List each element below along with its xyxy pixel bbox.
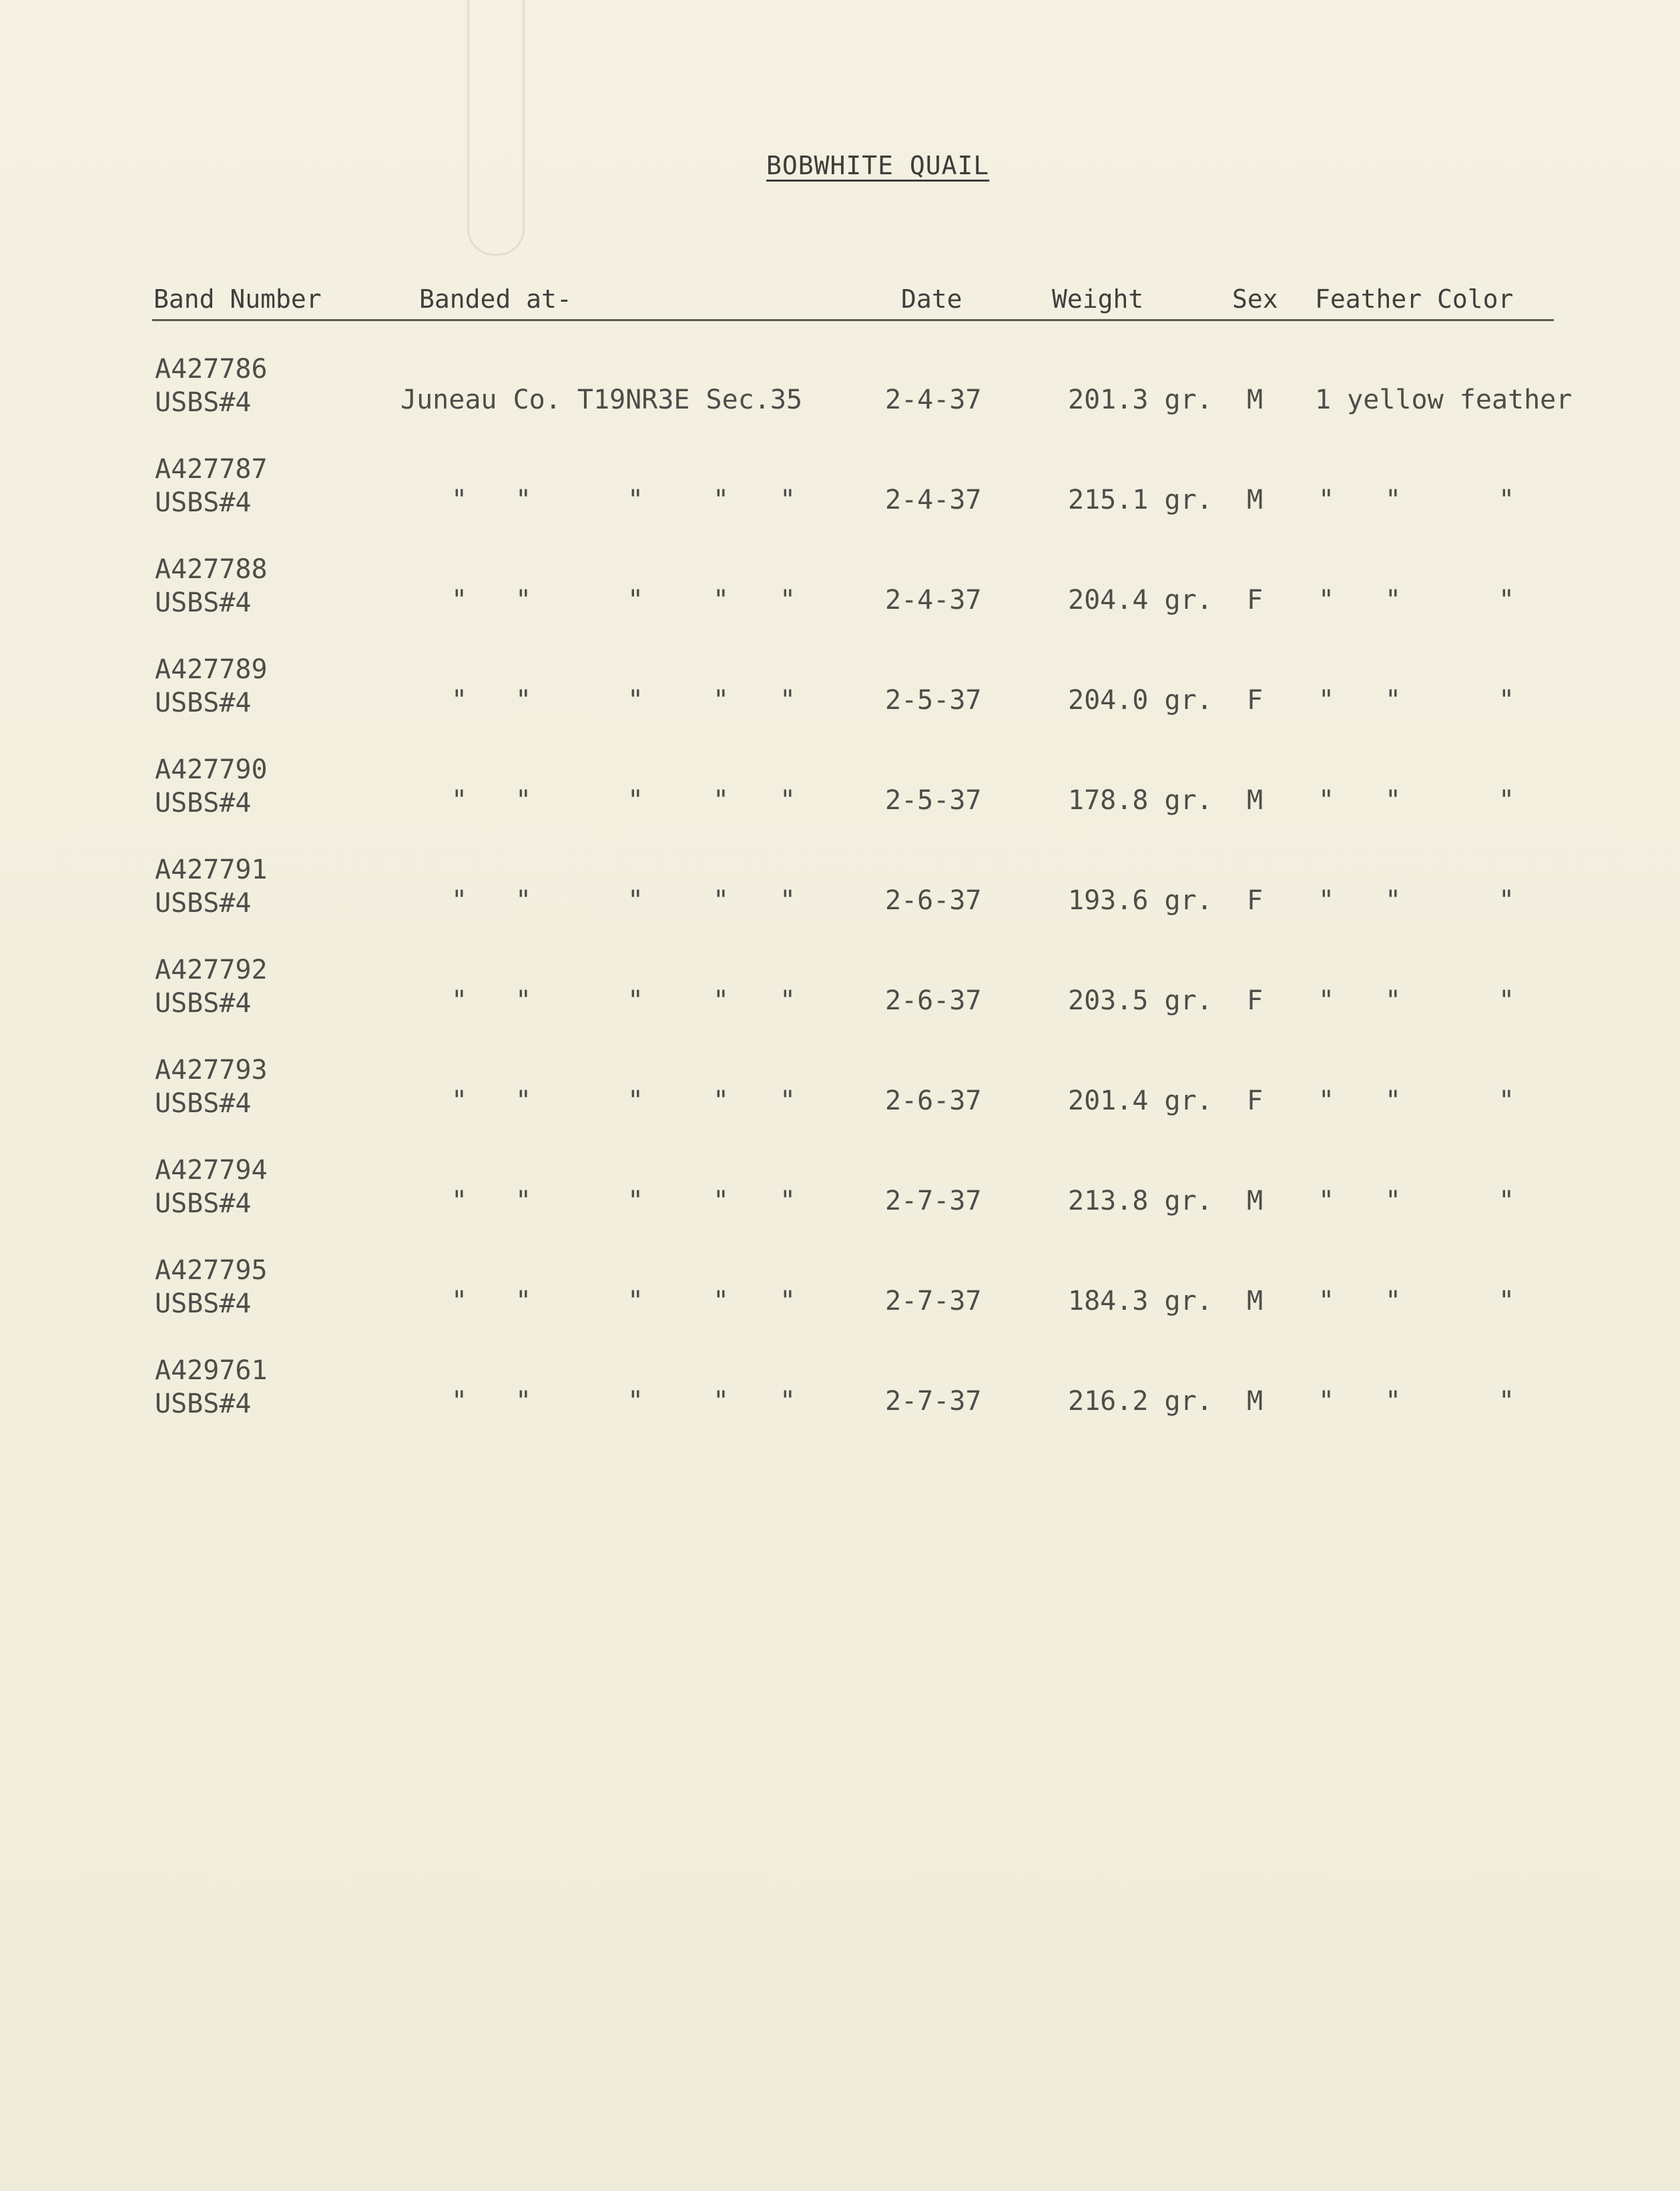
header-banded-at: Banded at- [419,284,572,314]
weight-value: 213.8 gr. [1068,1186,1213,1216]
band-number: A427786 [155,354,268,385]
sex-value: M [1247,785,1264,816]
sex-value: F [1247,985,1264,1016]
band-number: A427793 [155,1055,268,1085]
sex-value: F [1247,585,1264,616]
weight-value: 201.4 gr. [1068,1085,1213,1116]
band-number: A427791 [155,855,268,885]
feather-color-value: 1 yellow feather [1315,385,1573,415]
band-date: 2-7-37 [885,1386,982,1417]
usbs-number: USBS#4 [155,1088,252,1119]
usbs-number: USBS#4 [155,587,252,618]
header-feather-color: Feather Color [1315,284,1514,314]
usbs-number: USBS#4 [155,888,252,919]
header-sex: Sex [1232,284,1278,314]
weight-value: 204.0 gr. [1068,685,1213,716]
band-date: 2-5-37 [885,685,982,716]
table-row: A427793 USBS#4 " " " " " 2-6-37 201.4 gr. F " " " [155,1055,1515,1119]
band-number: A427792 [155,955,268,985]
band-number: A427794 [155,1155,268,1186]
usbs-number: USBS#4 [155,487,252,518]
header-rule [152,319,1554,321]
weight-value: 204.4 gr. [1068,585,1213,616]
sex-value: M [1247,385,1264,415]
band-date: 2-4-37 [885,585,982,616]
table-row: A427790 USBS#4 " " " " " 2-5-37 178.8 gr. M " " " [155,754,1515,818]
band-date: 2-7-37 [885,1186,982,1216]
usbs-number: USBS#4 [155,387,252,418]
usbs-number: USBS#4 [155,688,252,718]
page-title: BOBWHITE QUAIL [766,151,990,180]
band-number: A427790 [155,754,268,785]
table-row: A427791 USBS#4 " " " " " 2-6-37 193.6 gr. F " " " [155,855,1515,919]
table-row: A427792 USBS#4 " " " " " 2-6-37 203.5 gr. F " " " [155,955,1515,1019]
band-date: 2-7-37 [885,1286,982,1316]
sex-value: M [1247,1186,1264,1216]
band-date: 2-5-37 [885,785,982,816]
band-number: A427795 [155,1255,268,1286]
table-row: A427787 USBS#4 " " " " " 2-4-37 215.1 gr. M " " " [155,454,1515,518]
sex-value: M [1247,485,1264,515]
weight-value: 215.1 gr. [1068,485,1213,515]
band-number: A427787 [155,454,268,485]
header-date: Date [901,284,962,314]
usbs-number: USBS#4 [155,1188,252,1219]
sex-value: F [1247,1085,1264,1116]
sex-value: M [1247,1286,1264,1316]
table-row [0,354,1680,454]
weight-value: 178.8 gr. [1068,785,1213,816]
table-row: A427795 USBS#4 " " " " " 2-7-37 184.3 gr. M " " " [155,1255,1515,1319]
band-number: A427789 [155,654,268,685]
weight-value: 193.6 gr. [1068,885,1213,916]
usbs-number: USBS#4 [155,988,252,1019]
weight-value: 203.5 gr. [1068,985,1213,1016]
weight-value: 184.3 gr. [1068,1286,1213,1316]
table-row: A429761 USBS#4 " " " " " 2-7-37 216.2 gr. M " " " [155,1355,1515,1419]
paper-tab-mark [467,0,525,256]
sex-value: M [1247,1386,1264,1417]
banded-at-location: Juneau Co. T19NR3E Sec.35 [400,385,803,415]
band-date: 2-4-37 [885,385,982,415]
usbs-number: USBS#4 [155,788,252,818]
header-weight: Weight [1052,284,1144,314]
band-date: 2-6-37 [885,885,982,916]
usbs-number: USBS#4 [155,1288,252,1319]
usbs-number: USBS#4 [155,1389,252,1419]
band-number: A427788 [155,554,268,585]
weight-value: 201.3 gr. [1068,385,1213,415]
weight-value: 216.2 gr. [1068,1386,1213,1417]
band-date: 2-6-37 [885,985,982,1016]
band-date: 2-4-37 [885,485,982,515]
band-date: 2-6-37 [885,1085,982,1116]
table-row: A427789 USBS#4 " " " " " 2-5-37 204.0 gr. F " " " [155,654,1515,718]
table-row: A427788 USBS#4 " " " " " 2-4-37 204.4 gr. F " " " [155,554,1515,618]
table-row: A427794 USBS#4 " " " " " 2-7-37 213.8 gr. M " " " [155,1155,1515,1219]
sex-value: F [1247,885,1264,916]
band-number: A429761 [155,1355,268,1386]
sex-value: F [1247,685,1264,716]
header-band-number: Band Number [154,284,322,314]
